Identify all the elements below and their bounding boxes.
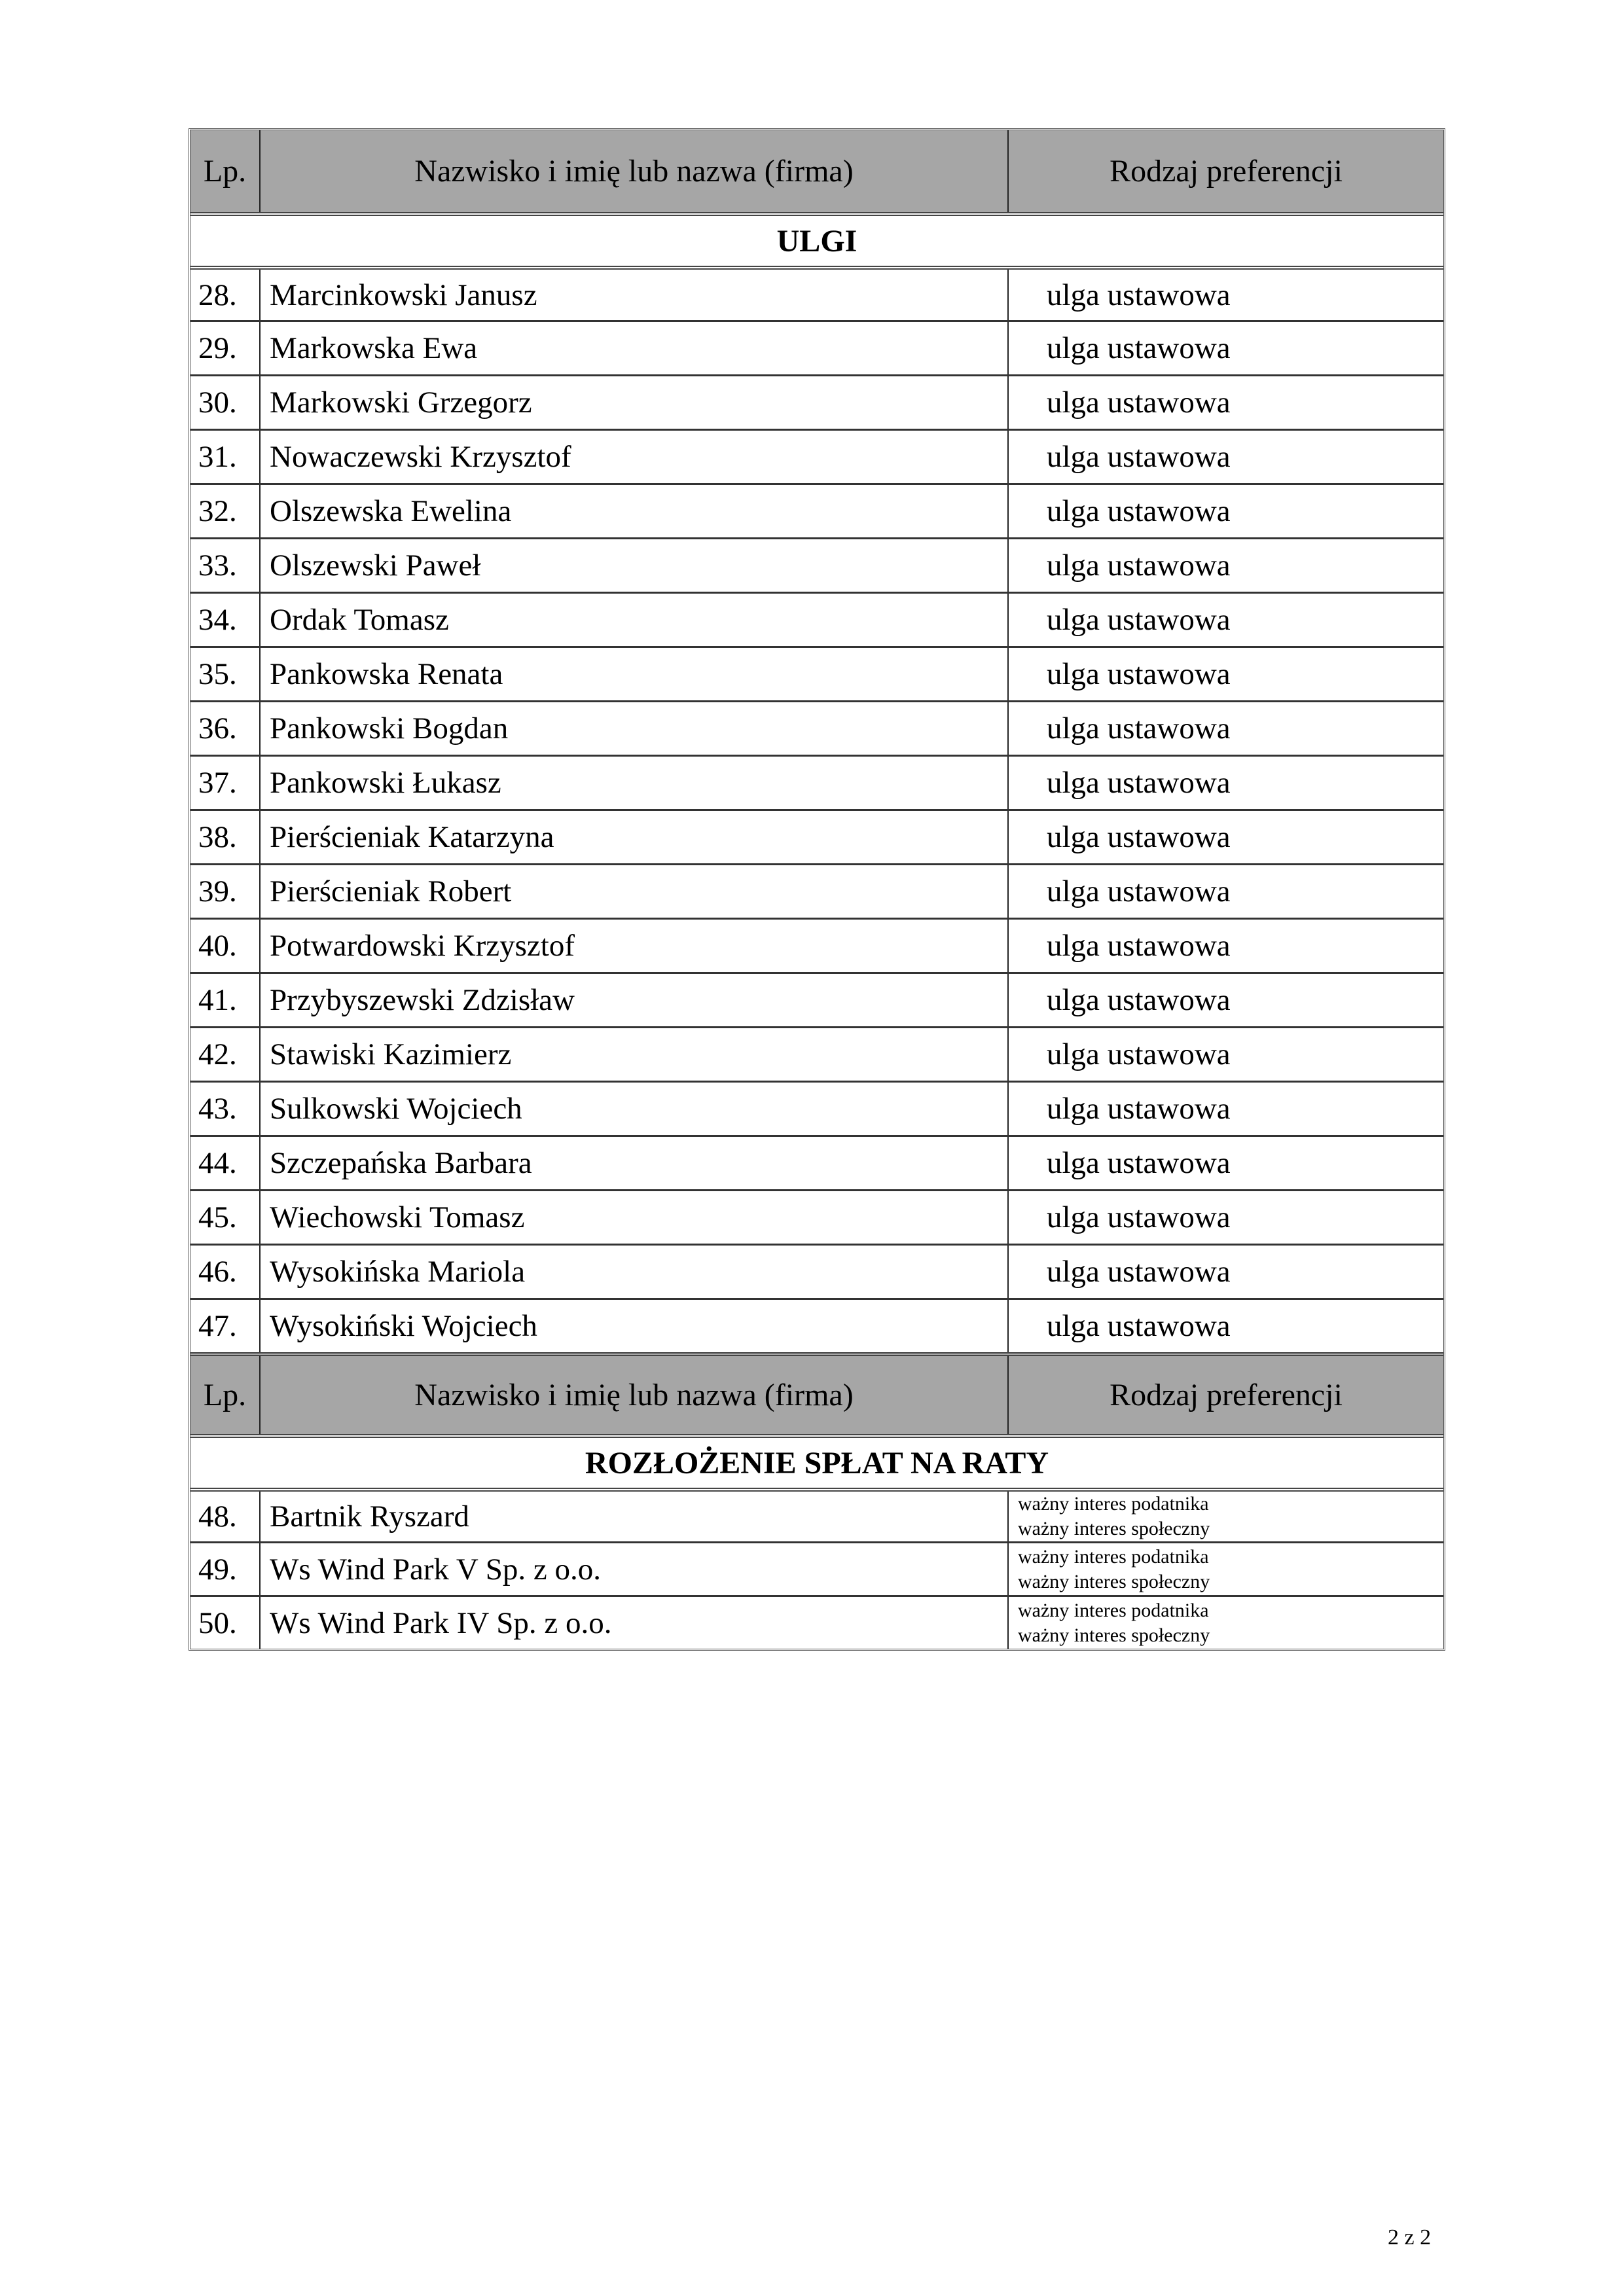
- section-title-raty: ROZŁOŻENIE SPŁAT NA RATY: [190, 1434, 1443, 1488]
- header-name: Nazwisko i imię lub nazwa (firma): [259, 130, 1007, 212]
- header-pref: Rodzaj preferencji: [1007, 130, 1443, 212]
- row-name: Potwardowski Krzysztof: [259, 920, 1007, 972]
- row-pref: [1007, 1543, 1443, 1595]
- table-row: [190, 1081, 1443, 1135]
- table-row: [190, 320, 1443, 374]
- row-name: Ws Wind Park V Sp. z o.o.: [259, 1543, 1007, 1595]
- row-pref: [1007, 1492, 1443, 1541]
- row-lp: 35.: [198, 657, 237, 691]
- row-lp: 49.: [198, 1552, 237, 1587]
- row-pref: ulga ustawowa: [1007, 1083, 1443, 1135]
- row-pref: ulga ustawowa: [1007, 594, 1443, 646]
- row-name: Szczepańska Barbara: [259, 1137, 1007, 1189]
- row-name: Wysokiński Wojciech: [259, 1300, 1007, 1352]
- header-lp: Lp.: [203, 154, 247, 188]
- table-row: [190, 1298, 1443, 1352]
- row-name: Marcinkowski Janusz: [259, 270, 1007, 320]
- row-lp: 29.: [198, 331, 237, 365]
- row-name: Pankowski Łukasz: [259, 757, 1007, 809]
- row-lp: 30.: [198, 386, 237, 420]
- row-pref-line-2: ważny interes społeczny: [1018, 1624, 1210, 1646]
- table-row: [190, 429, 1443, 483]
- row-pref: ulga ustawowa: [1007, 865, 1443, 918]
- row-lp: 38.: [198, 820, 237, 854]
- table-header-raty: [190, 1352, 1443, 1434]
- row-name: Przybyszewski Zdzisław: [259, 974, 1007, 1026]
- page-number: 2 z 2: [1388, 2225, 1432, 2250]
- table-row: [190, 1541, 1443, 1595]
- table-row: [190, 809, 1443, 863]
- row-lp: 47.: [198, 1309, 237, 1343]
- row-pref: ulga ustawowa: [1007, 485, 1443, 537]
- row-lp: 45.: [198, 1200, 237, 1234]
- row-name: Stawiski Kazimierz: [259, 1028, 1007, 1081]
- header-lp: Lp.: [203, 1378, 247, 1412]
- row-pref: [1007, 1597, 1443, 1649]
- table-row: [190, 863, 1443, 918]
- row-lp: 50.: [198, 1605, 237, 1640]
- row-lp: 31.: [198, 440, 237, 474]
- row-pref: ulga ustawowa: [1007, 539, 1443, 592]
- table-row: [190, 1488, 1443, 1541]
- row-pref: ulga ustawowa: [1007, 1246, 1443, 1298]
- row-pref: ulga ustawowa: [1007, 757, 1443, 809]
- table-row: [190, 374, 1443, 429]
- row-name: Pierścieniak Robert: [259, 865, 1007, 918]
- row-pref-line-2: ważny interes społeczny: [1018, 1570, 1210, 1592]
- row-name: Wiechowski Tomasz: [259, 1191, 1007, 1244]
- row-name: Ws Wind Park IV Sp. z o.o.: [259, 1597, 1007, 1649]
- row-name: Wysokińska Mariola: [259, 1246, 1007, 1298]
- row-name: Pankowska Renata: [259, 648, 1007, 700]
- header-name: Nazwisko i imię lub nazwa (firma): [259, 1356, 1007, 1434]
- row-pref: ulga ustawowa: [1007, 811, 1443, 863]
- row-lp: 41.: [198, 983, 237, 1017]
- table-row: [190, 592, 1443, 646]
- row-pref: ulga ustawowa: [1007, 920, 1443, 972]
- row-lp: 44.: [198, 1146, 237, 1180]
- table-row: [190, 700, 1443, 755]
- row-pref-line-2: ważny interes społeczny: [1018, 1518, 1210, 1539]
- row-pref-line-1: ważny interes podatnika: [1018, 1545, 1209, 1568]
- row-pref: ulga ustawowa: [1007, 1137, 1443, 1189]
- table-header-ulgi: [190, 130, 1443, 212]
- row-pref: ulga ustawowa: [1007, 376, 1443, 429]
- row-name: Bartnik Ryszard: [259, 1492, 1007, 1541]
- row-name: Markowska Ewa: [259, 322, 1007, 374]
- row-pref-line-1: ważny interes podatnika: [1018, 1599, 1209, 1621]
- row-lp: 42.: [198, 1037, 237, 1071]
- row-lp: 28.: [198, 278, 237, 312]
- row-name: Olszewska Ewelina: [259, 485, 1007, 537]
- row-pref: ulga ustawowa: [1007, 431, 1443, 483]
- preferences-table: [189, 128, 1445, 1651]
- row-lp: 39.: [198, 874, 237, 908]
- row-name: Nowaczewski Krzysztof: [259, 431, 1007, 483]
- row-name: Olszewski Paweł: [259, 539, 1007, 592]
- row-lp: 40.: [198, 929, 237, 963]
- header-pref: Rodzaj preferencji: [1007, 1356, 1443, 1434]
- row-lp: 34.: [198, 603, 237, 637]
- row-pref: ulga ustawowa: [1007, 1300, 1443, 1352]
- row-lp: 48.: [198, 1499, 237, 1534]
- row-pref: ulga ustawowa: [1007, 270, 1443, 320]
- table-row: [190, 755, 1443, 809]
- table-row: [190, 1135, 1443, 1189]
- row-name: Ordak Tomasz: [259, 594, 1007, 646]
- row-lp: 36.: [198, 711, 237, 745]
- row-pref: ulga ustawowa: [1007, 322, 1443, 374]
- table-row: [190, 483, 1443, 537]
- row-lp: 43.: [198, 1092, 237, 1126]
- table-row: [190, 1026, 1443, 1081]
- row-pref-line-1: ważny interes podatnika: [1018, 1493, 1209, 1515]
- row-lp: 46.: [198, 1255, 237, 1289]
- table-row: [190, 1595, 1443, 1649]
- row-pref: ulga ustawowa: [1007, 1191, 1443, 1244]
- table-row: [190, 972, 1443, 1026]
- row-name: Markowski Grzegorz: [259, 376, 1007, 429]
- row-lp: 37.: [198, 766, 237, 800]
- row-pref: ulga ustawowa: [1007, 1028, 1443, 1081]
- table-row: [190, 266, 1443, 320]
- row-name: Sulkowski Wojciech: [259, 1083, 1007, 1135]
- row-name: Pankowski Bogdan: [259, 702, 1007, 755]
- row-pref: ulga ustawowa: [1007, 702, 1443, 755]
- table-row: [190, 1244, 1443, 1298]
- table-row: [190, 646, 1443, 700]
- row-name: Pierścieniak Katarzyna: [259, 811, 1007, 863]
- row-lp: 32.: [198, 494, 237, 528]
- row-lp: 33.: [198, 548, 237, 583]
- row-pref: ulga ustawowa: [1007, 974, 1443, 1026]
- row-pref: ulga ustawowa: [1007, 648, 1443, 700]
- section-title-ulgi: ULGI: [190, 212, 1443, 266]
- table-row: [190, 1189, 1443, 1244]
- table-row: [190, 918, 1443, 972]
- table-row: [190, 537, 1443, 592]
